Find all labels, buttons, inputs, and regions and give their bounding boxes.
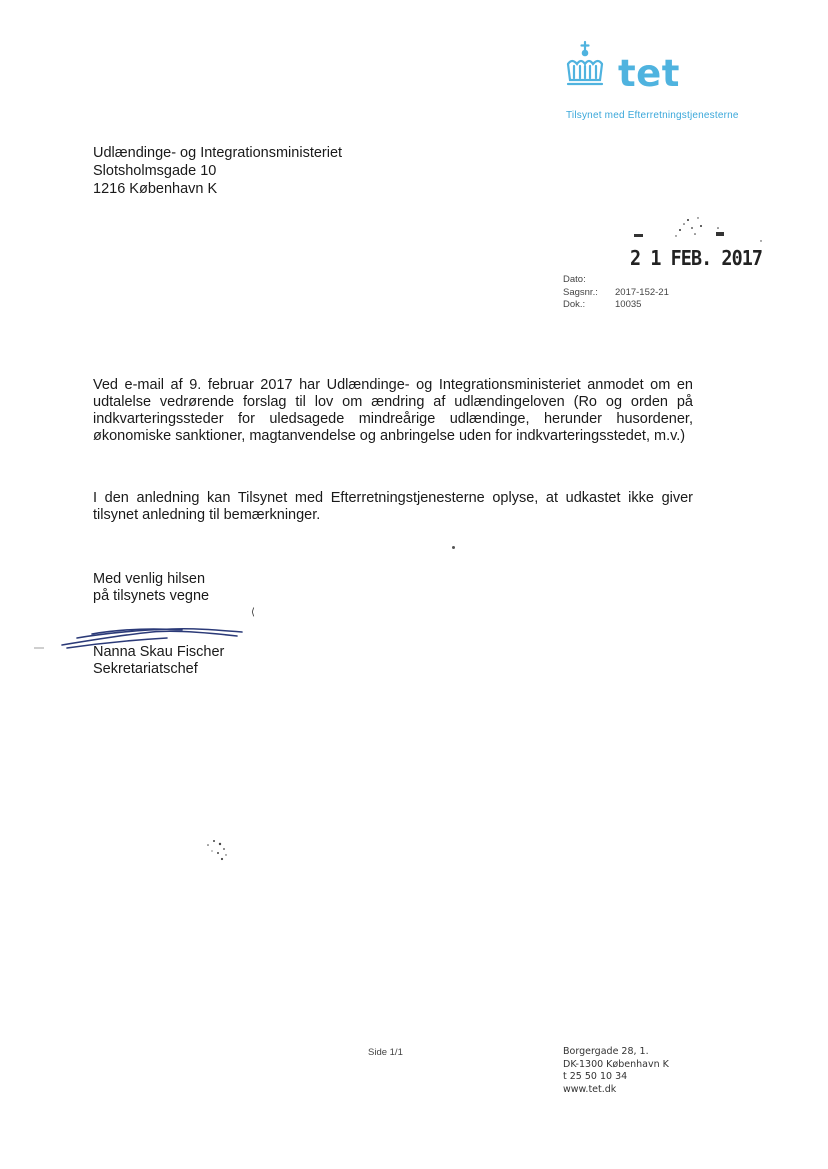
signature-mark: ⟨: [251, 607, 255, 618]
date-label: Dato:: [563, 274, 586, 285]
footer-street: Borgergade 28, 1.: [563, 1046, 649, 1057]
recipient-address: [93, 144, 342, 198]
signer-title: Sekretariatschef: [93, 661, 198, 677]
body-paragraph-1: Ved e-mail af 9. februar 2017 har Udlændinge- og Integrationsministeriet anmodet om en udtalelse vedrørende forslag til lov om ændring af udlændingeloven (Ro og orden på indkvarteringssteder for uledsagede mindreårige udlændinge, herunder husordener, økonomiske sanktioner, magtanvendelse og anbringelse uden for indkvarteringsstedet, m.v.): [93, 377, 693, 444]
recipient-city: 1216 København K: [93, 181, 218, 197]
logo: [562, 40, 762, 130]
case-row: [563, 287, 669, 300]
case-value: 2017-152-21: [615, 286, 669, 298]
date-row: [563, 274, 669, 287]
footer-city: DK-1300 København K: [563, 1058, 669, 1070]
doc-value: 10035: [615, 299, 642, 310]
crown-icon: [562, 40, 616, 96]
stamp-ink-marks: [628, 214, 768, 244]
received-date-stamp: 2 1 FEB. 2017: [630, 246, 763, 270]
page-number: Side 1/1: [368, 1047, 403, 1058]
doc-row: [563, 299, 669, 312]
closing-on-behalf: på tilsynets vegne: [93, 588, 210, 604]
case-metadata: [563, 274, 669, 312]
scan-specks: [200, 835, 240, 870]
footer-phone: t 25 50 10 34: [563, 1071, 628, 1082]
recipient-name: Udlændinge- og Integrationsministeriet: [93, 145, 343, 161]
signer: [93, 644, 224, 678]
footer-address: [563, 1046, 669, 1096]
closing: [93, 571, 209, 605]
body-paragraph-2: I den anledning kan Tilsynet med Efterretningstjenesterne oplyse, at udkastet ikke giver tilsynet anledning til bemærkninger.: [93, 490, 693, 523]
scan-speck: [452, 546, 455, 549]
footer-website: www.tet.dk: [563, 1083, 617, 1095]
recipient-street: Slotsholmsgade 10: [93, 163, 217, 179]
closing-greeting: Med venlig hilsen: [93, 571, 206, 587]
logo-wordmark: tet: [618, 52, 680, 95]
doc-label: Dok.:: [563, 299, 586, 310]
signer-name: Nanna Skau Fischer: [93, 644, 225, 660]
case-label: Sagsnr.:: [563, 286, 598, 298]
logo-tagline: Tilsynet med Efterretningstjenesterne: [566, 110, 739, 121]
